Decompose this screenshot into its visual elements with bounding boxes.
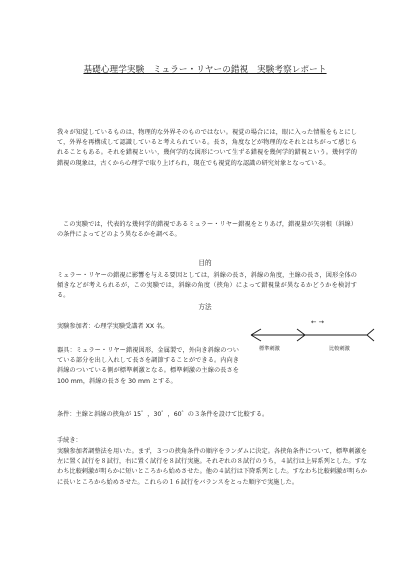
intro-paragraph-2: この実験では，代表的な幾何学的錯視であるミュラー・リヤー錯視をとりあげ，錯視量が矢羽根（斜線）の条件によってどのよう異なるかを調べる。 [57, 221, 357, 239]
right-fin-bottom [367, 335, 374, 341]
center-fin-top [297, 329, 305, 335]
page-title: 基礎心理学実験 ミュラー・リヤーの錯視 実験考察レポート [83, 65, 327, 75]
muller-lyer-diagram [243, 318, 375, 366]
left-fin-bottom [251, 335, 261, 341]
condition-text: 条件：主線と斜線の挟角が 15゜，30゜，60゜の３条件を設けて比較する。 [57, 411, 269, 418]
section-heading-purpose: 目的 [198, 259, 212, 267]
participants-text: 実験参加者：心理学実験受講者 XX 名。 [57, 323, 169, 330]
apparatus-text: 器具：ミュラー・リヤー錯視図形，金属製で，外向き斜線のついている部分を出し入れして長さを調節することができる。内向き斜線のついている側が標準刺激となる。標準刺激の主線の長さを 100 mm，斜線の長さを 30 mm とする。 [57, 347, 239, 385]
center-fin-bottom [297, 335, 305, 341]
intro-paragraph-1: 我々が知覚しているものは、物理的な外界そのものではない。視覚の場合には，眼に入った情報をもとにして，外界を再構成して認識していると考えられている。長さ，角度などが物理的なそれとはちがって感じられることもある。それを錯視といい，幾何学的な図形について生ずる錯視を幾何学的錯視という。幾何学的錯視の現象は，古くから心理学で取り上げられ，現在でも視覚的な認識の研究対象となっている。 [57, 129, 357, 167]
comparison-stimulus-label: 比較刺激 [329, 346, 350, 352]
standard-stimulus-label: 標準刺激 [259, 346, 280, 352]
right-fin-top [367, 329, 374, 335]
procedure-label: 手続き： [57, 437, 82, 444]
section-heading-method: 方法 [198, 303, 212, 311]
procedure-paragraph: 実験参加者調整法を用いた。まず，３つの挟角条件の順序をランダムに決定。各挟角条件について，標準刺激を左に置く試行を８試行，右に置く試行を８試行実施。それぞれの８試行のうち，４試行は上昇系列とした。すなわち比較刺激が明らかに短いところから始めさせた。他の４試行は下降系列とした。すなわち比較刺激が明らかに長いところから始めさせた。これらの１６試行をバランスをとった順序で実施した。 [57, 448, 367, 486]
left-fin-top [251, 329, 261, 335]
purpose-paragraph: ミュラー・リヤーの錯視に影響を与える要因としては，斜線の長さ，斜線の角度，主線の長さ，図形全体の傾きなどが考えられるが，この実験では，斜線の角度（挟角）によって錯視量が異なるかどうかを検討する。 [57, 272, 357, 300]
adjust-arrow-label: ← → [311, 318, 324, 326]
muller-lyer-figure [243, 318, 375, 366]
